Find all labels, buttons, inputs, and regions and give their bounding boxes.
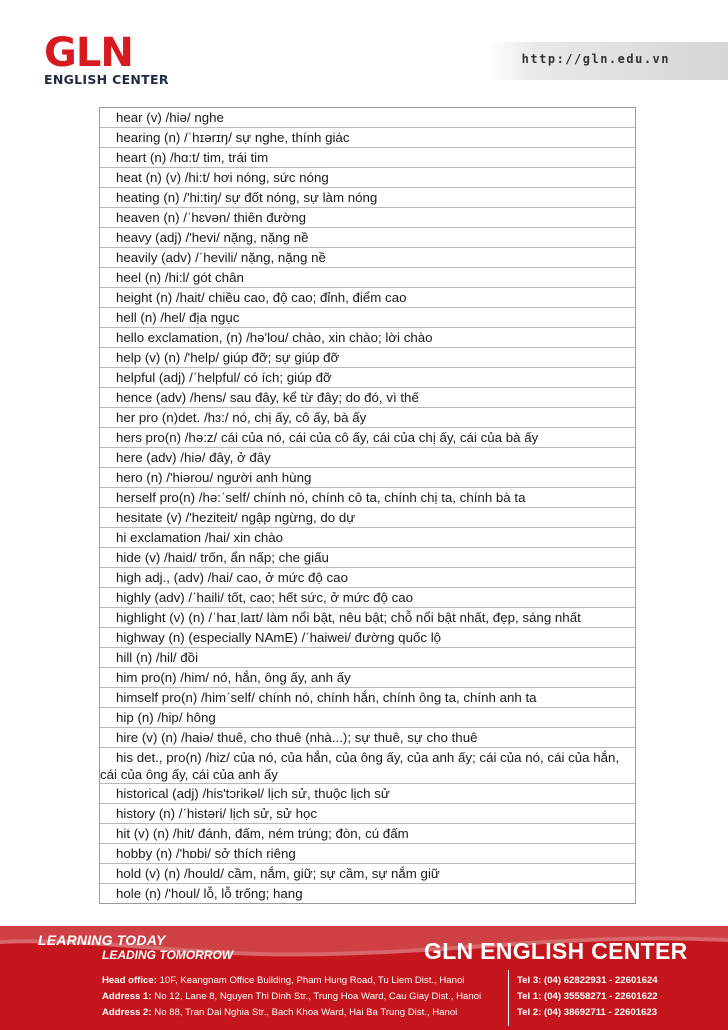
vocab-entry-text: hit (v) (n) /hit/ đánh, đấm, ném trúng; đòn, cú đấm <box>116 826 409 841</box>
vocab-entry-text: heat (n) (v) /hi:t/ hơi nóng, sức nóng <box>116 170 329 185</box>
vocab-row <box>100 648 635 668</box>
address-text: 10F, Keangnam Office Building, Pham Hung Road, Tu Liem Dist., Hanoi <box>156 975 465 986</box>
vocab-row <box>100 348 635 368</box>
vocab-entry-text: highly (adv) /ˊhaili/ tốt, cao; hết sức, ở mức độ cao <box>116 590 414 605</box>
address-text: No 12, Lane 8, Nguyen Thi Dinh Str., Trung Hoa Ward, Cau Giay Dist., Hanoi <box>151 991 482 1002</box>
vocab-row <box>100 728 635 748</box>
address-head-office <box>102 975 464 986</box>
address-2 <box>102 1007 457 1018</box>
vocab-entry-text: heel (n) /hi:l/ gót chân <box>116 270 244 285</box>
vocab-row <box>100 448 635 468</box>
vocab-row <box>100 748 635 784</box>
vocab-row <box>100 388 635 408</box>
vocab-entry-text: heavy (adj) /'hevi/ nặng, nặng nề <box>116 230 309 245</box>
address-label: Address 2: <box>102 1007 152 1018</box>
vocab-row <box>100 708 635 728</box>
vocab-entry-text: heating (n) /'hi:tiŋ/ sự đốt nóng, sự làm nóng <box>116 190 378 205</box>
vocab-entry-text: hip (n) /hip/ hông <box>116 710 216 725</box>
vocab-entry-text: her pro (n)det. /hɜ:/ nó, chị ấy, cô ấy, bà ấy <box>116 410 367 425</box>
phone-1: Tel 1: (04) 35558271 - 22601622 <box>517 991 658 1002</box>
vocab-entry-text: hide (v) /haid/ trốn, ẩn nấp; che giấu <box>116 550 329 565</box>
page-footer <box>0 926 728 1030</box>
vocab-entry-text: high adj., (adv) /hai/ cao, ở mức độ cao <box>116 570 348 585</box>
vocab-entry-text: height (n) /hait/ chiều cao, độ cao; đỉnh, điểm cao <box>116 290 407 305</box>
vocab-row <box>100 128 635 148</box>
vocab-entry-text: hobby (n) /'hɒbi/ sở thích riêng <box>116 846 296 861</box>
vocab-entry-text: his det., pro(n) /hiz/ của nó, của hắn, của ông ấy, của anh ấy; cái của nó, cái của hắn, cái của ông ấy, cái của anh ấy <box>100 750 620 782</box>
vocab-entry-text: hi exclamation /hai/ xin chào <box>116 530 284 545</box>
vocab-row <box>100 548 635 568</box>
vocab-entry-text: hill (n) /hil/ đồi <box>116 650 199 665</box>
vocab-row <box>100 148 635 168</box>
vocab-row <box>100 804 635 824</box>
slogan-line-2: LEADING TOMORROW <box>102 948 234 962</box>
vocab-row <box>100 528 635 548</box>
vocab-entry-text: hearing (n) /ˈhɪərɪŋ/ sự nghe, thính giác <box>116 130 350 145</box>
page-header <box>0 0 728 100</box>
logo-text: GLN <box>44 30 133 76</box>
gln-logo <box>44 30 176 87</box>
vocab-entry-text: hence (adv) /hens/ sau đây, kể từ đây; do đó, vì thế <box>116 390 419 405</box>
logo-subtitle: ENGLISH CENTER <box>44 72 169 87</box>
vocab-row <box>100 408 635 428</box>
vocab-row <box>100 288 635 308</box>
vocab-entry-text: hero (n) /'hiərou/ người anh hùng <box>116 470 312 485</box>
vocab-entry-text: hesitate (v) /'heziteit/ ngập ngừng, do dự <box>116 510 356 525</box>
vocab-entry-text: hers pro(n) /hə:z/ cái của nó, cái của cô ấy, cái của chị ấy, cái của bà ấy <box>116 430 539 445</box>
vocab-row <box>100 588 635 608</box>
vocab-row <box>100 784 635 804</box>
vocab-row <box>100 168 635 188</box>
vocab-row <box>100 208 635 228</box>
vocab-entry-text: helpful (adj) /ˊhelpful/ có ích; giúp đỡ <box>116 370 332 385</box>
phone-2: Tel 2: (04) 38692711 - 22601623 <box>517 1007 658 1018</box>
vocab-entry-text: him pro(n) /him/ nó, hắn, ông ấy, anh ấy <box>116 670 351 685</box>
vocab-row <box>100 328 635 348</box>
vocab-row <box>100 508 635 528</box>
vocab-row <box>100 308 635 328</box>
address-label: Address 1: <box>102 991 152 1002</box>
vocab-row <box>100 248 635 268</box>
vocab-row <box>100 608 635 628</box>
address-label: Head office: <box>102 975 157 986</box>
vocab-row <box>100 824 635 844</box>
vocab-entry-text: hole (n) /'houl/ lỗ, lỗ trống; hang <box>116 886 303 901</box>
vocab-row <box>100 688 635 708</box>
vocab-row <box>100 368 635 388</box>
logo-mark <box>44 30 176 76</box>
vocab-entry-text: highlight (v) (n) /ˈhaɪˌlaɪt/ làm nổi bật, nêu bật; chỗ nổi bật nhất, đẹp, sáng nhất <box>116 610 581 625</box>
footer-divider <box>508 970 509 1026</box>
vocab-entry-text: here (adv) /hiə/ đây, ở đây <box>116 450 271 465</box>
vocab-row <box>100 668 635 688</box>
vocab-entry-text: herself pro(n) /hə:ˊself/ chính nó, chính cô ta, chính chị ta, chính bà ta <box>116 490 526 505</box>
phone-3: Tel 3: (04) 62822931 - 22601624 <box>517 975 658 986</box>
vocab-entry-text: help (v) (n) /'help/ giúp đỡ; sự giúp đỡ <box>116 350 340 365</box>
vocab-entry-text: heart (n) /hɑ:t/ tim, trái tim <box>116 150 269 165</box>
vocab-entry-text: hell (n) /hel/ địa ngục <box>116 310 240 325</box>
address-1 <box>102 991 481 1002</box>
vocab-row <box>100 228 635 248</box>
vocab-entry-text: himself pro(n) /himˊself/ chính nó, chính hắn, chính ông ta, chính anh ta <box>116 690 537 705</box>
vocab-entry-text: hire (v) (n) /haiə/ thuê, cho thuê (nhà...); sự thuê, sự cho thuê <box>116 730 478 745</box>
vocabulary-table <box>99 107 636 904</box>
vocab-row <box>100 628 635 648</box>
vocab-row <box>100 864 635 884</box>
vocab-row <box>100 468 635 488</box>
vocab-row <box>100 428 635 448</box>
vocab-entry-text: hello exclamation, (n) /hə'lou/ chào, xin chào; lời chào <box>116 330 433 345</box>
vocab-row <box>100 884 635 903</box>
vocab-row <box>100 844 635 864</box>
footer-brand: GLN ENGLISH CENTER <box>424 938 688 964</box>
vocab-entry-text: highway (n) (especially NAmE) /ˊhaiwei/ đường quốc lộ <box>116 630 442 645</box>
vocab-entry-text: heaven (n) /ˈhɛvən/ thiên đường <box>116 210 307 225</box>
vocab-row <box>100 488 635 508</box>
website-url[interactable]: http://gln.edu.vn <box>521 52 670 66</box>
slogan-line-1: LEARNING TODAY <box>38 932 166 948</box>
vocab-entry-text: hold (v) (n) /hould/ cầm, nắm, giữ; sự cầm, sự nắm giữ <box>116 866 440 881</box>
vocab-entry-text: history (n) /ˊhistəri/ lịch sử, sử học <box>116 806 318 821</box>
vocab-row <box>100 568 635 588</box>
vocab-row <box>100 268 635 288</box>
address-text: No 88, Tran Dai Nghia Str., Bach Khoa Ward, Hai Ba Trung Dist., Hanoi <box>151 1007 458 1018</box>
vocab-entry-text: historical (adj) /his'tɔrikəl/ lịch sử, thuộc lịch sử <box>116 786 390 801</box>
vocab-entry-text: hear (v) /hiə/ nghe <box>116 110 224 125</box>
vocab-row <box>100 108 635 128</box>
vocab-entry-text: heavily (adv) /ˊhevili/ nặng, nặng nề <box>116 250 326 265</box>
vocab-row <box>100 188 635 208</box>
